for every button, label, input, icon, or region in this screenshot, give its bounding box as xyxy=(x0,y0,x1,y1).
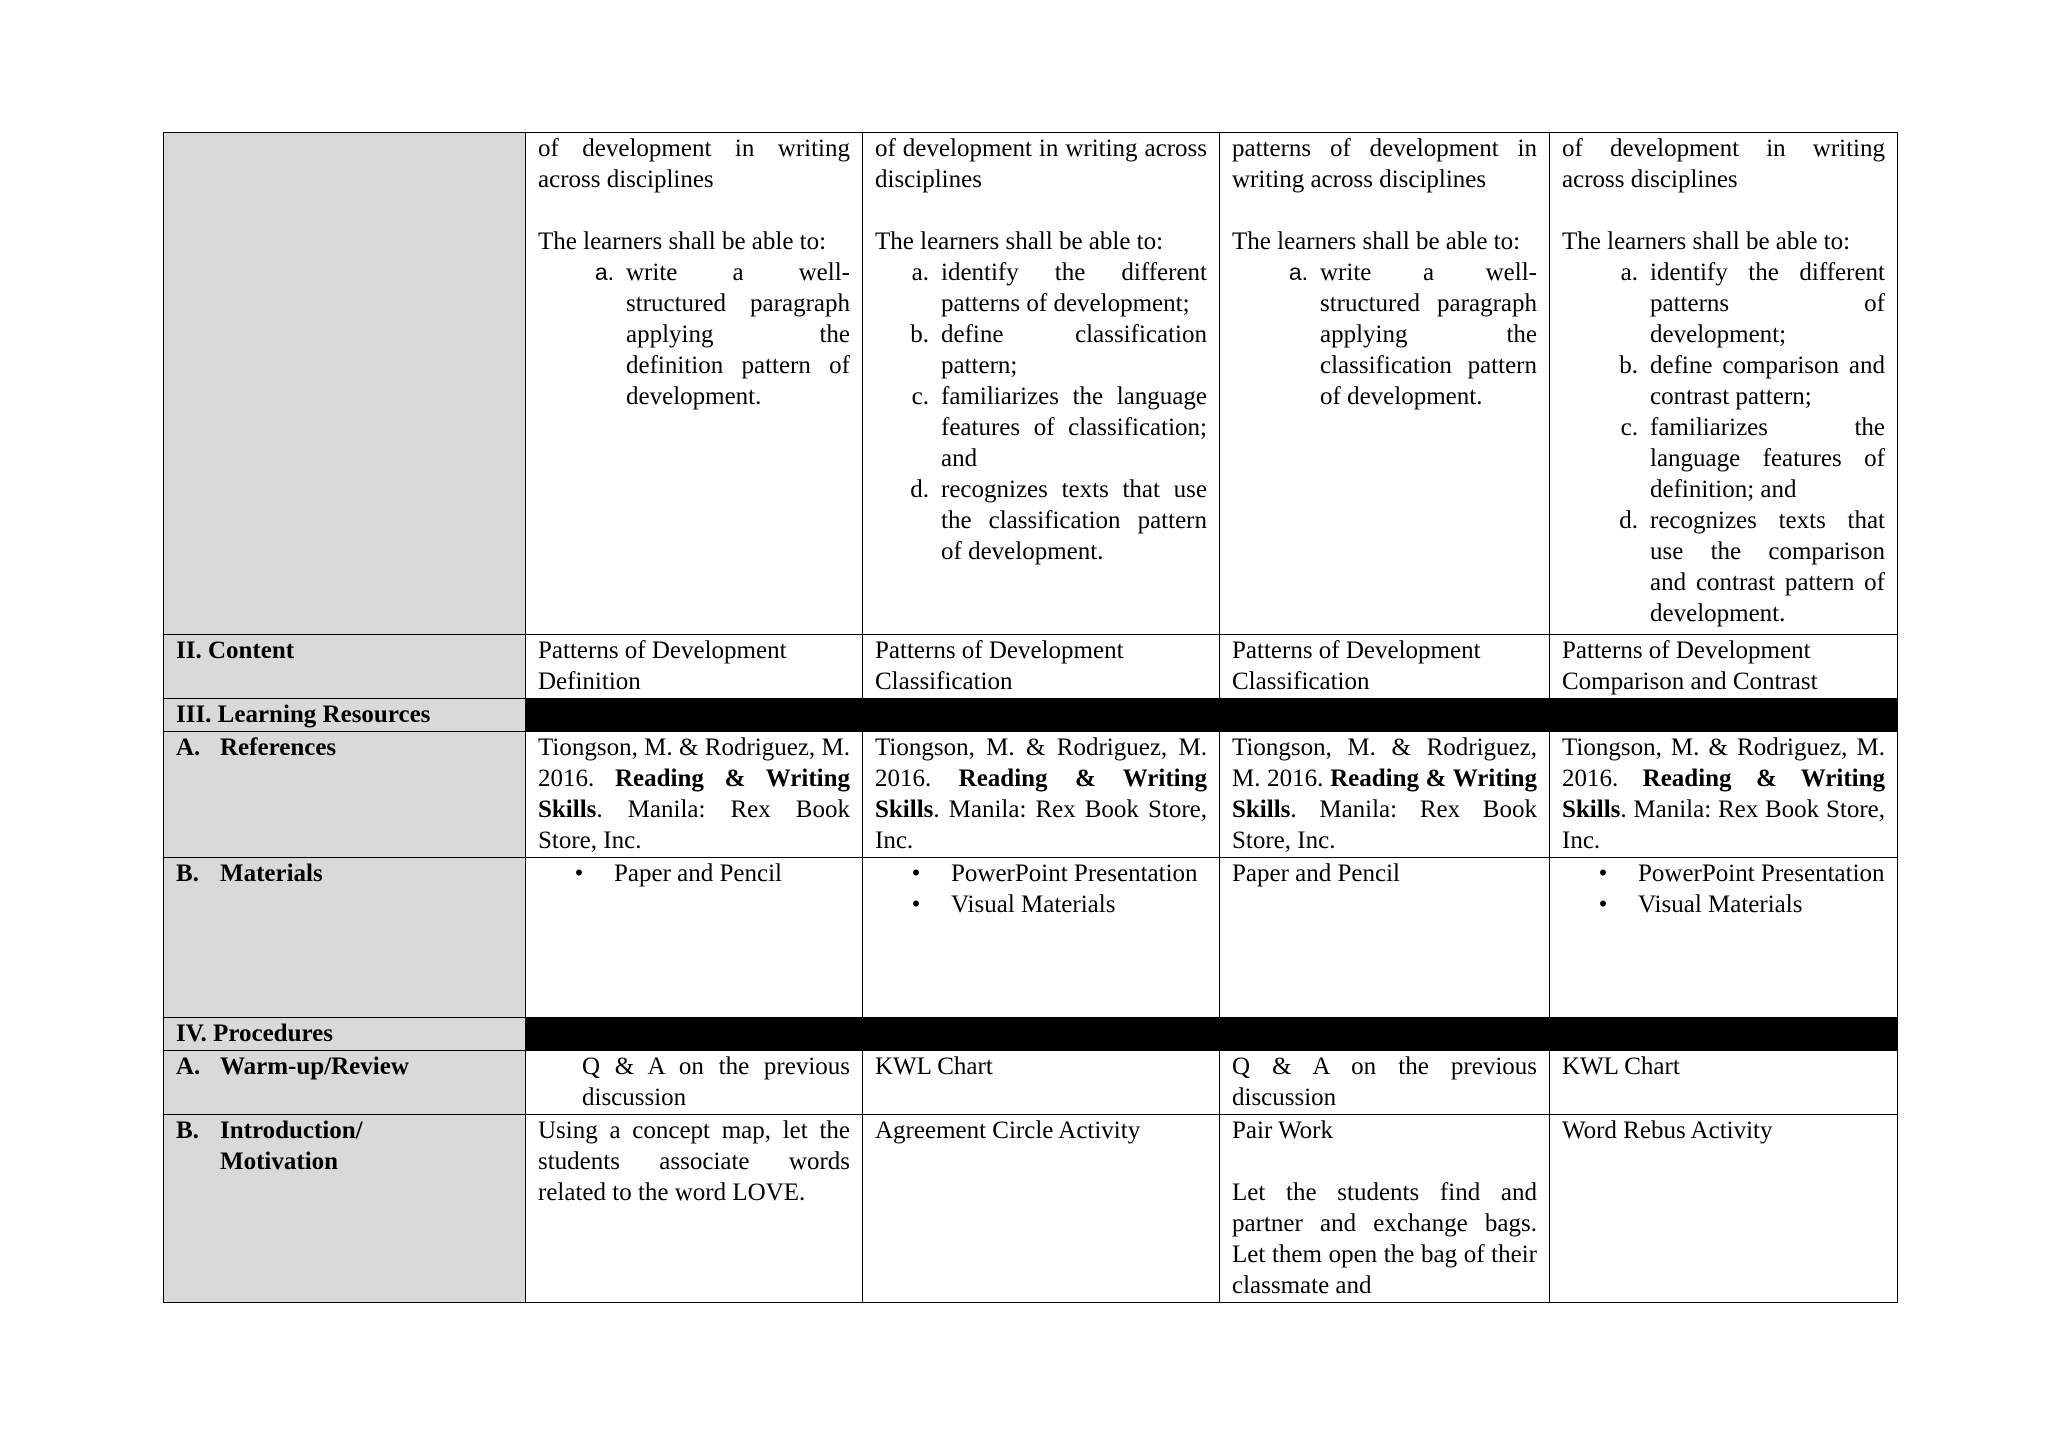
references-row xyxy=(164,732,1898,858)
objective-list xyxy=(1562,257,1885,629)
list-item: a. identify the different patterns of development; xyxy=(1620,259,1885,348)
objective-intro: The learners shall be able to: xyxy=(1232,228,1521,255)
list-item: b. define comparison and contrast pattern; xyxy=(1619,352,1885,410)
list-item: c. familiarizes the language features of definition; and xyxy=(1620,414,1885,503)
objective-lead: of development in writing across disciplines xyxy=(1562,135,1885,193)
introduction-label-cell: B. Introduction/ Motivation xyxy=(164,1115,526,1303)
warmup-label: Warm-up/Review xyxy=(220,1053,409,1080)
list-item: d. recognizes texts that use the comparison and contrast pattern of development. xyxy=(1619,507,1885,627)
list-item: a. write a well-structured paragraph applying the classification pattern of development. xyxy=(1288,259,1537,410)
bullet-icon: • xyxy=(1598,860,1608,887)
warmup-cell-day1: Q & A on the previous discussion xyxy=(526,1051,863,1115)
objectives-cell-day2 xyxy=(863,133,1220,635)
materials-cell-day1 xyxy=(526,858,863,1018)
bullet-icon: • xyxy=(911,860,921,887)
materials-row xyxy=(164,858,1898,1018)
objectives-row xyxy=(164,133,1898,635)
objectives-cell-day4 xyxy=(1550,133,1898,635)
objective-intro: The learners shall be able to: xyxy=(538,228,827,255)
procedures-blackout xyxy=(526,1018,1898,1051)
content-cell-day3: Patterns of Development Classification xyxy=(1220,635,1550,699)
objectives-label-cell xyxy=(164,133,526,635)
procedures-row xyxy=(164,1018,1898,1051)
warmup-cell-day3: Q & A on the previous discussion xyxy=(1220,1051,1550,1115)
list-item: a. identify the different patterns of development; xyxy=(911,259,1207,317)
objective-lead: of development in writing across disciplines xyxy=(538,135,850,193)
list-item: • PowerPoint Presentation xyxy=(1562,858,1885,889)
list-item: • Paper and Pencil xyxy=(538,858,850,889)
reference-cell-day4: Tiongson, M. & Rodriguez, M. 2016. Reading & Writing Skills. Manila: Rex Book Store, Inc. xyxy=(1550,732,1898,858)
bullet-icon: • xyxy=(911,891,921,918)
list-item: b. define classification pattern; xyxy=(910,321,1207,379)
references-label-cell: A. References xyxy=(164,732,526,858)
objective-list xyxy=(1232,257,1537,412)
materials-cell-day3: Paper and Pencil xyxy=(1220,858,1550,1018)
content-row xyxy=(164,635,1898,699)
materials-cell-day2 xyxy=(863,858,1220,1018)
introduction-row xyxy=(164,1115,1898,1303)
objective-intro: The learners shall be able to: xyxy=(875,228,1164,255)
objective-list xyxy=(538,257,850,412)
warmup-cell-day4: KWL Chart xyxy=(1550,1051,1898,1115)
warmup-cell-day2: KWL Chart xyxy=(863,1051,1220,1115)
content-cell-day2: Patterns of Development Classification xyxy=(863,635,1220,699)
objectives-cell-day3 xyxy=(1220,133,1550,635)
warmup-row xyxy=(164,1051,1898,1115)
reference-cell-day1: Tiongson, M. & Rodriguez, M. 2016. Reading & Writing Skills. Manila: Rex Book Store, Inc. xyxy=(526,732,863,858)
materials-cell-day4 xyxy=(1550,858,1898,1018)
introduction-cell-day1: Using a concept map, let the students associate words related to the word LOVE. xyxy=(526,1115,863,1303)
warmup-label-cell: A. Warm-up/Review xyxy=(164,1051,526,1115)
bullet-icon: • xyxy=(1598,891,1608,918)
objective-lead: patterns of development in writing across disciplines xyxy=(1232,135,1537,193)
objective-lead: of development in writing across disciplines xyxy=(875,135,1207,193)
bullet-icon: • xyxy=(574,860,584,887)
references-label: References xyxy=(220,734,337,761)
introduction-label: Introduction/ Motivation xyxy=(220,1117,363,1175)
reference-cell-day3: Tiongson, M. & Rodriguez, M. 2016. Reading & Writing Skills. Manila: Rex Book Store, Inc. xyxy=(1220,732,1550,858)
procedures-label: IV. Procedures xyxy=(164,1018,526,1051)
introduction-cell-day4: Word Rebus Activity xyxy=(1550,1115,1898,1303)
list-item: • Visual Materials xyxy=(1562,889,1885,920)
materials-label: Materials xyxy=(220,860,323,887)
learning-resources-label: III. Learning Resources xyxy=(164,699,526,732)
content-cell-day1: Patterns of Development Definition xyxy=(526,635,863,699)
list-item: • PowerPoint Presentation xyxy=(875,858,1207,889)
objective-intro: The learners shall be able to: xyxy=(1562,228,1851,255)
content-cell-day4: Patterns of Development Comparison and Contrast xyxy=(1550,635,1898,699)
learning-resources-row xyxy=(164,699,1898,732)
introduction-cell-day2: Agreement Circle Activity xyxy=(863,1115,1220,1303)
materials-label-cell: B. Materials xyxy=(164,858,526,1018)
objective-list xyxy=(875,257,1207,567)
list-item: d. recognizes texts that use the classification pattern of development. xyxy=(910,476,1207,565)
objectives-cell-day1 xyxy=(526,133,863,635)
list-item: • Visual Materials xyxy=(875,889,1207,920)
introduction-cell-day3: Pair Work Let the students find and partner and exchange bags. Let them open the bag of their classmate and xyxy=(1220,1115,1550,1303)
reference-cell-day2: Tiongson, M. & Rodriguez, M. 2016. Reading & Writing Skills. Manila: Rex Book Store, Inc. xyxy=(863,732,1220,858)
list-item: c. familiarizes the language features of classification; and xyxy=(911,383,1207,472)
content-label: II. Content xyxy=(164,635,526,699)
list-item: a. write a well-structured paragraph applying the definition pattern of development. xyxy=(594,259,850,410)
learning-resources-blackout xyxy=(526,699,1898,732)
lesson-plan-table xyxy=(163,132,1898,1303)
